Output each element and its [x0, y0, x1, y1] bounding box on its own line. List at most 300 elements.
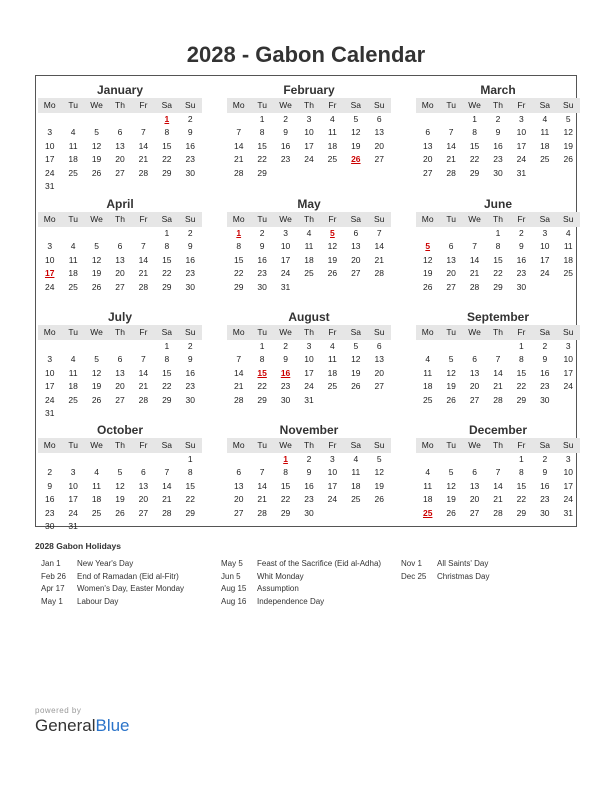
- week-row: [38, 227, 202, 240]
- day-cell: 29: [233, 281, 244, 292]
- day-cell: 5: [94, 241, 99, 252]
- weekday-label: Th: [115, 214, 125, 224]
- day-cell: 16: [540, 367, 550, 378]
- week-row: [227, 466, 391, 479]
- empty-day-cell: [132, 520, 155, 533]
- weekday-label: Th: [493, 327, 503, 337]
- day-cell: 28: [138, 167, 149, 178]
- day-cell: 18: [327, 367, 338, 378]
- weekday-label: Th: [115, 440, 125, 450]
- day-cell: 31: [304, 394, 314, 405]
- week-row: [416, 380, 580, 393]
- day-cell: 16: [304, 480, 314, 491]
- weekday-label: Mo: [232, 214, 245, 224]
- day-cell: 12: [115, 480, 125, 491]
- empty-day-cell: [250, 453, 273, 466]
- day-cell: 24: [304, 154, 314, 165]
- weekday-label: Th: [115, 327, 125, 337]
- day-cell: 28: [493, 394, 503, 405]
- day-cell: 6: [425, 127, 431, 138]
- day-cell: 21: [469, 268, 480, 279]
- day-cell: 19: [446, 381, 456, 392]
- weekday-label: Sa: [539, 440, 551, 450]
- day-cell: 31: [68, 520, 78, 531]
- day-cell: 26: [446, 507, 456, 518]
- day-cell: 26: [422, 281, 433, 292]
- day-cell: 21: [162, 494, 172, 505]
- weekday-label: Fr: [517, 100, 526, 110]
- holiday-name: All Saints' Day: [437, 559, 489, 568]
- day-cell: 12: [351, 354, 361, 365]
- day-cell: 28: [162, 507, 172, 518]
- holiday-date: Aug 16: [221, 596, 247, 606]
- day-cell: 18: [68, 381, 78, 392]
- week-row: [38, 340, 202, 353]
- holiday-item: [41, 583, 184, 596]
- day-cell: 5: [376, 454, 382, 464]
- day-cell: 10: [516, 127, 527, 138]
- day-cell: 7: [236, 127, 242, 138]
- day-cell: 19: [422, 268, 433, 279]
- day-cell: 28: [138, 281, 149, 292]
- holiday-item: [221, 558, 381, 571]
- holiday-item: [401, 571, 489, 584]
- empty-day-cell: [155, 407, 178, 420]
- week-row: [416, 281, 580, 294]
- weekday-label: We: [279, 214, 292, 224]
- empty-day-cell: [297, 167, 320, 180]
- weekday-label: Mo: [43, 100, 56, 110]
- day-cell: 18: [68, 154, 78, 165]
- week-row: [227, 281, 391, 294]
- day-cell: 8: [164, 354, 170, 365]
- empty-day-cell: [61, 407, 84, 420]
- week-row: [38, 126, 202, 139]
- day-cell: 15: [280, 480, 291, 491]
- empty-day-cell: [61, 340, 84, 353]
- weekday-label: Mo: [421, 327, 434, 337]
- day-cell: 5: [94, 354, 99, 365]
- empty-day-cell: [108, 407, 131, 420]
- empty-day-cell: [85, 407, 108, 420]
- holiday-day-cell: 1: [164, 114, 170, 124]
- day-cell: 18: [68, 268, 78, 279]
- empty-day-cell: [38, 453, 61, 466]
- powered-by-text: powered by: [35, 706, 82, 715]
- weekday-label: Sa: [350, 327, 362, 337]
- day-cell: 16: [540, 480, 550, 491]
- day-cell: 1: [495, 228, 501, 238]
- holiday-item: [401, 558, 489, 571]
- weekday-label: Th: [493, 100, 503, 110]
- weekday-label: Su: [374, 214, 385, 224]
- day-cell: 17: [540, 254, 550, 265]
- day-cell: 2: [187, 114, 193, 124]
- day-cell: 5: [565, 114, 571, 124]
- weekday-label: Th: [493, 214, 503, 224]
- day-cell: 8: [495, 241, 501, 252]
- day-cell: 3: [47, 354, 53, 365]
- day-cell: 31: [44, 407, 55, 418]
- empty-day-cell: [132, 407, 155, 420]
- weekday-label: Su: [563, 214, 574, 224]
- day-cell: 14: [162, 480, 172, 491]
- day-cell: 10: [44, 367, 55, 378]
- day-cell: 13: [233, 480, 244, 491]
- day-cell: 4: [565, 228, 571, 238]
- day-cell: 8: [519, 467, 524, 478]
- day-cell: 30: [44, 520, 55, 531]
- day-cell: 14: [374, 241, 384, 252]
- day-cell: 9: [187, 354, 193, 365]
- day-cell: 3: [283, 228, 288, 238]
- day-cell: 3: [47, 241, 53, 252]
- day-cell: 12: [563, 127, 573, 138]
- empty-day-cell: [463, 227, 486, 240]
- holiday-name: Labour Day: [77, 596, 119, 606]
- empty-day-cell: [368, 167, 391, 180]
- day-cell: 30: [185, 167, 195, 178]
- day-cell: 23: [185, 154, 195, 165]
- weekday-label: We: [279, 327, 292, 337]
- holiday-name: End of Ramadan (Eid al-Fitr): [77, 571, 179, 581]
- day-cell: 12: [422, 254, 433, 265]
- week-row: [416, 353, 580, 366]
- empty-day-cell: [132, 180, 155, 193]
- day-cell: 3: [330, 454, 335, 464]
- month-may: [227, 196, 391, 294]
- day-cell: 12: [374, 467, 384, 478]
- day-cell: 26: [327, 268, 338, 279]
- day-cell: 25: [422, 394, 433, 405]
- day-cell: 25: [68, 394, 78, 405]
- day-cell: 6: [117, 241, 123, 252]
- weekday-label: Sa: [350, 214, 362, 224]
- day-cell: 21: [493, 381, 503, 392]
- day-cell: 8: [187, 467, 193, 478]
- holiday-date: Jun 5: [221, 571, 241, 581]
- day-cell: 11: [423, 480, 433, 491]
- weekday-label: Fr: [139, 100, 148, 110]
- day-cell: 10: [563, 354, 573, 365]
- weekday-label: Su: [374, 440, 385, 450]
- day-cell: 17: [327, 480, 338, 491]
- day-cell: 22: [185, 494, 195, 505]
- day-cell: 19: [91, 268, 102, 279]
- empty-day-cell: [108, 520, 131, 533]
- day-cell: 28: [493, 507, 503, 518]
- day-cell: 25: [351, 494, 361, 505]
- day-cell: 17: [280, 254, 291, 265]
- day-cell: 20: [374, 367, 384, 378]
- day-cell: 2: [187, 341, 193, 351]
- day-cell: 25: [327, 154, 338, 165]
- day-cell: 14: [493, 367, 503, 378]
- day-cell: 1: [187, 454, 193, 464]
- week-row: [38, 520, 202, 533]
- holiday-name: Feast of the Sacrifice (Eid al-Adha): [257, 559, 382, 568]
- day-cell: 21: [138, 381, 149, 392]
- day-cell: 3: [519, 114, 524, 124]
- holiday-name: New Year's Day: [77, 559, 134, 568]
- day-cell: 13: [469, 480, 480, 491]
- day-cell: 12: [91, 140, 102, 151]
- day-cell: 25: [563, 268, 573, 279]
- weekday-label: We: [468, 100, 481, 110]
- day-cell: 16: [257, 254, 267, 265]
- empty-day-cell: [557, 281, 580, 294]
- holiday-day-cell: 15: [257, 367, 267, 378]
- weekday-label: Fr: [517, 214, 526, 224]
- day-cell: 9: [519, 241, 524, 252]
- empty-day-cell: [227, 453, 250, 466]
- day-cell: 19: [115, 494, 125, 505]
- day-cell: 23: [493, 154, 503, 165]
- holiday-date: Feb 26: [41, 571, 66, 581]
- holiday-item: [221, 583, 381, 596]
- week-row: [416, 140, 580, 153]
- week-row: [227, 153, 391, 166]
- empty-day-cell: [85, 520, 108, 533]
- day-cell: 14: [469, 254, 480, 265]
- day-cell: 2: [259, 228, 265, 238]
- week-row: [227, 394, 391, 407]
- weekday-label: Su: [185, 440, 196, 450]
- week-row: [416, 254, 580, 267]
- day-cell: 6: [376, 114, 382, 124]
- day-cell: 17: [516, 140, 527, 151]
- brand-part2: Blue: [95, 716, 130, 735]
- week-row: [38, 180, 202, 193]
- day-cell: 22: [469, 154, 480, 165]
- empty-day-cell: [321, 281, 344, 294]
- weekday-label: Sa: [161, 440, 173, 450]
- weekday-label: Tu: [257, 214, 267, 224]
- holiday-date: Dec 25: [401, 571, 427, 581]
- empty-day-cell: [108, 453, 131, 466]
- holiday-item: [41, 571, 184, 584]
- weekday-label: We: [279, 100, 292, 110]
- day-cell: 11: [327, 354, 337, 365]
- day-cell: 23: [540, 381, 550, 392]
- day-cell: 3: [47, 127, 53, 138]
- empty-day-cell: [38, 113, 61, 126]
- day-cell: 16: [185, 140, 195, 151]
- week-row: [38, 167, 202, 180]
- day-cell: 22: [233, 268, 244, 279]
- weekday-label: Su: [185, 100, 196, 110]
- day-cell: 19: [91, 381, 102, 392]
- day-cell: 4: [542, 114, 548, 124]
- day-cell: 27: [374, 154, 384, 165]
- week-row: [38, 507, 202, 520]
- day-cell: 10: [563, 467, 573, 478]
- holiday-day-cell: 25: [422, 507, 433, 518]
- week-row: [38, 367, 202, 380]
- day-cell: 4: [70, 127, 76, 138]
- day-cell: 20: [469, 494, 480, 505]
- day-cell: 12: [351, 127, 361, 138]
- holiday-day-cell: 1: [283, 454, 288, 464]
- empty-day-cell: [486, 453, 509, 466]
- empty-day-cell: [344, 167, 367, 180]
- empty-day-cell: [533, 167, 556, 180]
- day-cell: 19: [91, 154, 102, 165]
- day-cell: 12: [327, 241, 338, 252]
- week-row: [227, 227, 391, 240]
- day-cell: 2: [519, 228, 524, 238]
- week-row: [416, 507, 580, 520]
- day-cell: 28: [233, 167, 244, 178]
- day-cell: 2: [283, 341, 288, 351]
- day-cell: 4: [330, 341, 335, 351]
- day-cell: 6: [472, 354, 477, 365]
- month-october: [38, 422, 202, 533]
- day-cell: 31: [563, 507, 573, 518]
- day-cell: 9: [306, 467, 312, 478]
- weekday-label: Su: [563, 327, 574, 337]
- day-cell: 21: [374, 254, 384, 265]
- week-row: [416, 466, 580, 479]
- week-row: [227, 126, 391, 139]
- empty-day-cell: [227, 340, 250, 353]
- empty-day-cell: [368, 507, 391, 520]
- week-row: [416, 167, 580, 180]
- weekday-header: [38, 325, 202, 340]
- weekday-label: Su: [374, 100, 385, 110]
- empty-day-cell: [557, 167, 580, 180]
- holiday-item: [221, 596, 381, 609]
- weekday-label: We: [468, 327, 481, 337]
- month-name: October: [96, 423, 143, 437]
- empty-day-cell: [179, 180, 202, 193]
- empty-day-cell: [486, 340, 509, 353]
- day-cell: 15: [257, 140, 267, 151]
- week-row: [416, 394, 580, 407]
- day-cell: 18: [422, 381, 433, 392]
- day-cell: 10: [304, 127, 314, 138]
- holiday-name: Women's Day, Easter Monday: [77, 584, 185, 593]
- weekday-label: Th: [304, 440, 314, 450]
- week-row: [227, 167, 391, 180]
- weekday-label: Tu: [257, 440, 267, 450]
- day-cell: 22: [257, 154, 267, 165]
- week-row: [227, 493, 391, 506]
- month-name: January: [96, 83, 144, 97]
- day-cell: 30: [185, 394, 195, 405]
- weekday-label: Su: [185, 327, 196, 337]
- month-april: [38, 196, 202, 294]
- day-cell: 7: [141, 354, 146, 365]
- empty-day-cell: [439, 453, 462, 466]
- week-row: [416, 493, 580, 506]
- week-row: [227, 267, 391, 280]
- week-row: [227, 353, 391, 366]
- day-cell: 2: [542, 341, 548, 351]
- day-cell: 23: [280, 381, 291, 392]
- empty-day-cell: [85, 113, 108, 126]
- week-row: [227, 453, 391, 466]
- day-cell: 15: [162, 140, 172, 151]
- day-cell: 14: [233, 367, 244, 378]
- day-cell: 22: [257, 381, 267, 392]
- empty-day-cell: [155, 453, 178, 466]
- day-cell: 24: [68, 507, 78, 518]
- day-cell: 8: [472, 127, 477, 138]
- day-cell: 8: [164, 127, 170, 138]
- empty-day-cell: [557, 394, 580, 407]
- day-cell: 11: [68, 140, 78, 151]
- day-cell: 13: [115, 367, 125, 378]
- day-cell: 23: [44, 507, 55, 518]
- day-cell: 17: [304, 140, 314, 151]
- empty-day-cell: [439, 340, 462, 353]
- day-cell: 14: [257, 480, 267, 491]
- week-row: [38, 493, 202, 506]
- holiday-day-cell: 26: [351, 154, 361, 165]
- week-row: [38, 380, 202, 393]
- day-cell: 8: [236, 241, 242, 252]
- day-cell: 3: [542, 228, 548, 238]
- day-cell: 24: [540, 268, 550, 279]
- weekday-header: [416, 98, 580, 113]
- day-cell: 6: [448, 241, 454, 252]
- day-cell: 19: [351, 367, 361, 378]
- empty-day-cell: [38, 340, 61, 353]
- day-cell: 30: [257, 281, 267, 292]
- day-cell: 10: [44, 254, 55, 265]
- day-cell: 24: [563, 381, 573, 392]
- generalblue-logo[interactable]: [35, 716, 130, 736]
- day-cell: 6: [117, 354, 123, 365]
- page-title: 2028 - Gabon Calendar: [186, 42, 426, 67]
- day-cell: 21: [493, 494, 503, 505]
- weekday-label: Sa: [539, 214, 551, 224]
- empty-day-cell: [108, 113, 131, 126]
- day-cell: 30: [280, 394, 291, 405]
- day-cell: 22: [162, 381, 172, 392]
- holidays-title: 2028 Gabon Holidays: [35, 541, 121, 551]
- day-cell: 7: [472, 241, 477, 252]
- day-cell: 27: [446, 281, 456, 292]
- holiday-date: Nov 1: [401, 559, 422, 568]
- day-cell: 3: [565, 341, 571, 351]
- empty-day-cell: [61, 227, 84, 240]
- week-row: [227, 140, 391, 153]
- week-row: [38, 407, 202, 420]
- week-row: [416, 240, 580, 253]
- holiday-date: May 5: [221, 559, 243, 568]
- day-cell: 25: [327, 381, 338, 392]
- empty-day-cell: [321, 394, 344, 407]
- weekday-label: We: [468, 440, 481, 450]
- day-cell: 14: [233, 140, 244, 151]
- day-cell: 12: [446, 367, 456, 378]
- day-cell: 18: [351, 480, 361, 491]
- weekday-label: We: [90, 327, 103, 337]
- week-row: [416, 340, 580, 353]
- day-cell: 29: [257, 167, 267, 178]
- weekday-label: Fr: [517, 440, 526, 450]
- weekday-label: Sa: [161, 100, 173, 110]
- day-cell: 15: [162, 254, 172, 265]
- weekday-header: [38, 212, 202, 227]
- month-july: [38, 309, 202, 420]
- empty-day-cell: [85, 453, 108, 466]
- holiday-day-cell: 5: [330, 228, 335, 238]
- weekday-label: Th: [304, 214, 314, 224]
- day-cell: 30: [540, 507, 550, 518]
